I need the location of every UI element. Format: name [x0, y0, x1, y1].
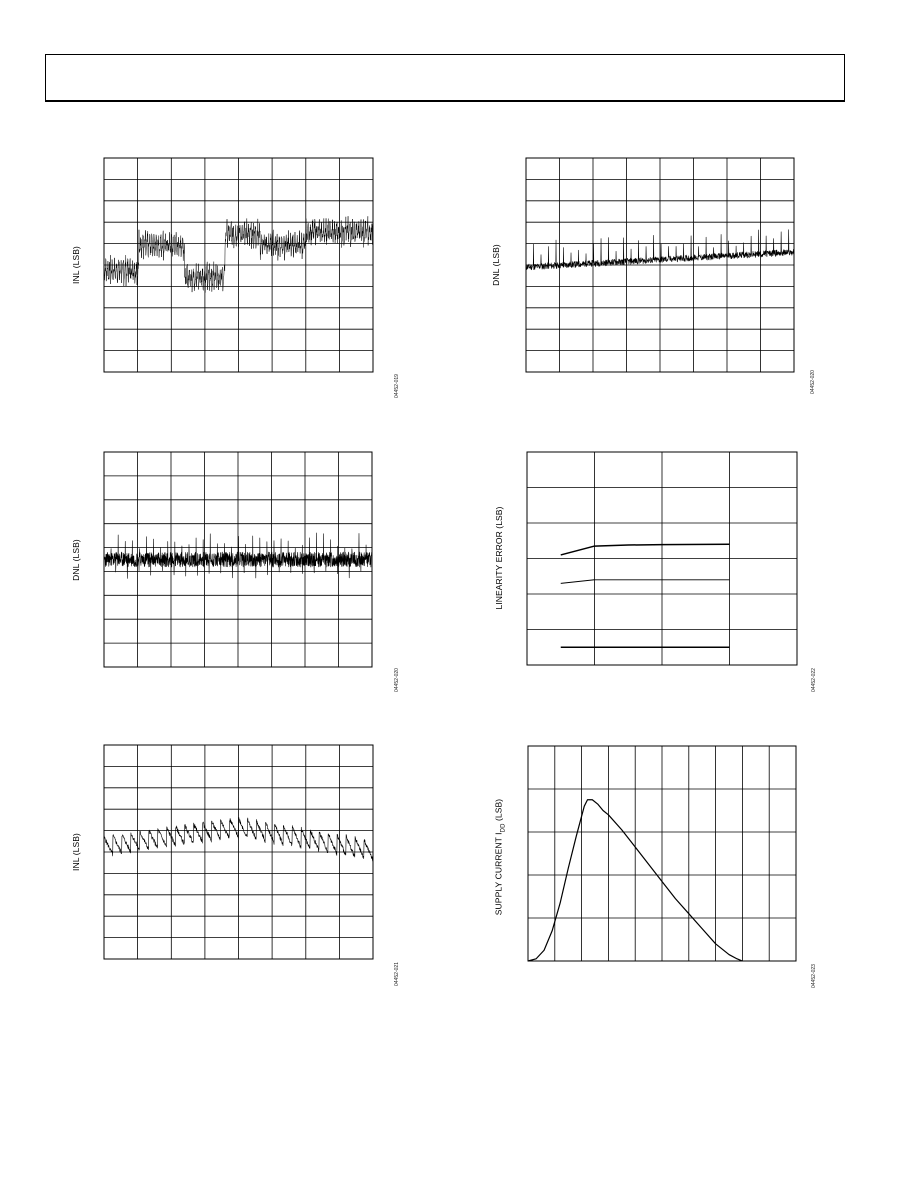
supply-current-plot-figure-id: 04452-023 — [811, 964, 817, 988]
dnl-plot-2 — [104, 452, 372, 667]
grid — [528, 746, 796, 961]
inl-plot-1-figure-id: 04452-019 — [394, 374, 400, 398]
dnl-plot-2-figure-id: 04452-020 — [394, 668, 400, 692]
dnl-plot-1-figure-id: 04452-020 — [810, 370, 816, 394]
grid — [527, 452, 797, 665]
data-series-2 — [561, 580, 595, 584]
dnl-plot-2-y-axis-label: DNL (LSB) — [71, 539, 81, 581]
grid — [104, 745, 373, 959]
inl-plot-2-y-axis-label: INL (LSB) — [71, 833, 81, 871]
inl-plot-2 — [104, 745, 373, 959]
inl-plot-1-y-axis-label: INL (LSB) — [71, 246, 81, 284]
supply-current-plot — [528, 746, 796, 961]
inl-plot-2-figure-id: 04452-021 — [394, 962, 400, 986]
linearity-error-plot-figure-id: 04452-022 — [811, 668, 817, 692]
data-series-1 — [561, 544, 730, 555]
supply-current-plot-y-axis-label: SUPPLY CURRENT $I_{DD}$ (LSB) — [493, 798, 507, 916]
dnl-plot-1-y-axis-label: DNL (LSB) — [491, 244, 501, 286]
inl-plot-1 — [104, 158, 373, 372]
grid — [104, 158, 373, 372]
linearity-error-plot-y-axis-label: LINEARITY ERROR (LSB) — [494, 506, 504, 610]
linearity-error-plot — [527, 452, 797, 665]
page-header-box — [45, 54, 845, 102]
dnl-plot-1 — [526, 158, 794, 372]
